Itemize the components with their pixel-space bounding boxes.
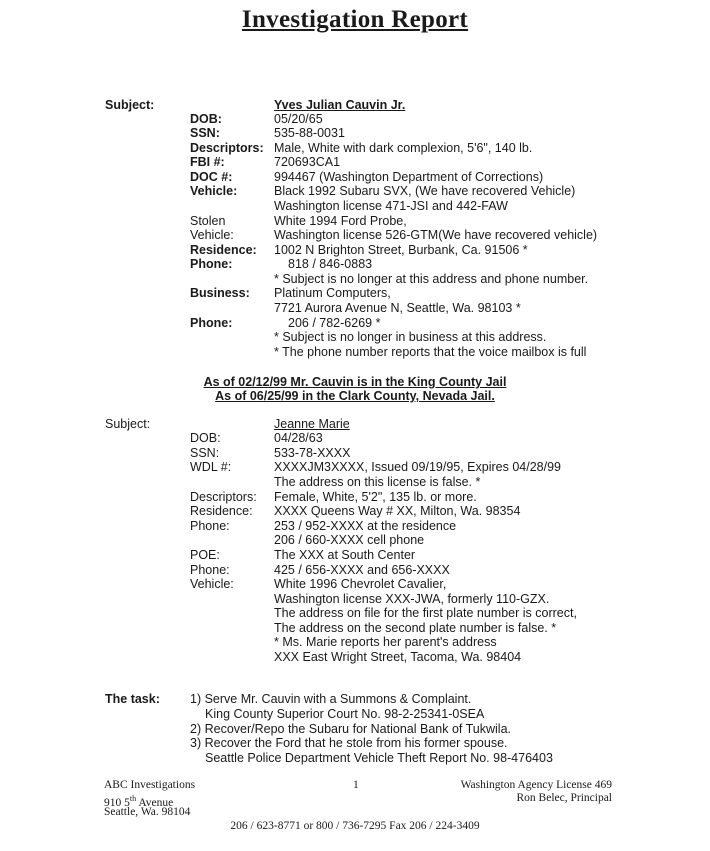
stolen-label: Stolen	[190, 214, 226, 228]
ssn-value: 535-88-0031	[274, 126, 345, 140]
footer-company: ABC Investigations	[104, 779, 196, 791]
business-label: Business:	[190, 286, 250, 300]
task-item-detail: Seattle Police Department Vehicle Theft Report No. 98-476403	[205, 751, 553, 765]
subject-1-row	[0, 141, 710, 156]
residence-value: 1002 N Brighton Street, Burbank, Ca. 91506 *	[274, 243, 528, 257]
task-item-detail: King County Superior Court No. 98-2-25341-0SEA	[205, 707, 485, 721]
subject-2-row	[0, 533, 710, 548]
stolen-value: White 1994 Ford Probe,	[274, 214, 407, 228]
subject-2-name: Jeanne Marie	[274, 417, 350, 431]
phone-value: 818 / 846-0883	[288, 257, 373, 271]
subject-2-row	[0, 417, 710, 432]
business-value: Platinum Computers,	[274, 286, 391, 300]
footer-city: Seattle, Wa. 98104	[104, 806, 191, 818]
doc-value: 994467 (Washington Department of Corrections)	[274, 170, 544, 184]
fbi-value: 720693CA1	[274, 155, 341, 169]
subject-1-row	[0, 112, 710, 127]
subject-1-row	[0, 126, 710, 141]
subject-1-row	[0, 345, 710, 360]
subject-2-row	[0, 431, 710, 446]
vehicle-value-cont: The address on file for the first plate number is correct,	[274, 606, 577, 620]
subject-1-row	[0, 316, 710, 331]
vehicle-value-cont: * Ms. Marie reports her parent's address	[274, 635, 497, 649]
phone-value-cont: 206 / 660-XXXX cell phone	[274, 533, 425, 547]
subject-1-name: Yves Julian Cauvin Jr.	[274, 98, 406, 112]
subject-1-row	[0, 98, 710, 113]
doc-label: DOC #:	[190, 170, 233, 184]
subject-2-row	[0, 563, 710, 578]
subject-1-row	[0, 330, 710, 345]
subject-1-row	[0, 243, 710, 258]
descriptors-label: Descriptors:	[190, 141, 264, 155]
wdl-value-cont: The address on this license is false. *	[274, 475, 481, 489]
descriptors-value: Female, White, 5'2", 135 lb. or more.	[274, 490, 477, 504]
task-item: 2) Recover/Repo the Subaru for National Bank of Tukwila.	[190, 722, 512, 736]
ssn-value: 533-78-XXXX	[274, 446, 351, 460]
subject-2-row	[0, 548, 710, 563]
subject-1-row	[0, 228, 710, 243]
subject-2-row	[0, 475, 710, 490]
custody-note: As of 02/12/99 Mr. Cauvin is in the King County Jail	[203, 375, 507, 389]
subject-1-row	[0, 170, 710, 185]
subject-1-row	[0, 272, 710, 287]
phone-label: Phone:	[190, 519, 230, 533]
subject-2-row	[0, 650, 710, 665]
residence-label: Residence:	[190, 243, 257, 257]
residence-value: XXXX Queens Way # XX, Milton, Wa. 98354	[274, 504, 521, 518]
wdl-value: XXXXJM3XXXX, Issued 09/19/95, Expires 04/28/99	[274, 460, 561, 474]
task-item: 1) Serve Mr. Cauvin with a Summons & Complaint.	[190, 692, 472, 706]
subject-2-row	[0, 460, 710, 475]
subject-2-row	[0, 577, 710, 592]
phone-note: * Subject is no longer at this address and phone number.	[274, 272, 589, 286]
subject-2-row	[0, 606, 710, 621]
subject-2-section-label: Subject:	[105, 417, 151, 431]
phone2-label: Phone:	[190, 563, 230, 577]
phone-label: Phone:	[190, 257, 233, 271]
poe-label: POE:	[190, 548, 220, 562]
phone-value: 253 / 952-XXXX at the residence	[274, 519, 457, 533]
vehicle-value-cont: The address on the second plate number is false. *	[274, 621, 557, 635]
subject-2-row	[0, 446, 710, 461]
subject-1-row	[0, 199, 710, 214]
task-label: The task:	[105, 692, 160, 706]
business-phone-value: 206 / 782-6269 *	[288, 316, 381, 330]
descriptors-label: Descriptors:	[190, 490, 257, 504]
vehicle-value: White 1996 Chevrolet Cavalier,	[274, 577, 447, 591]
vehicle-value-cont: XXX East Wright Street, Tacoma, Wa. 98404	[274, 650, 522, 664]
footer-street-suffix: th	[129, 794, 137, 803]
vehicle-label: Vehicle:	[190, 184, 238, 198]
ssn-label: SSN:	[190, 126, 220, 140]
subject-1-row	[0, 155, 710, 170]
task-item: 3) Recover the Ford that he stole from his former spouse.	[190, 736, 508, 750]
subject-2-row	[0, 504, 710, 519]
vehicle-value: Black 1992 Subaru SVX, (We have recovered Vehicle)	[274, 184, 576, 198]
dob-value: 05/20/65	[274, 112, 323, 126]
footer-principal: Ron Belec, Principal	[516, 792, 612, 804]
subject-1-row	[0, 184, 710, 199]
dob-label: DOB:	[190, 112, 222, 126]
business-note: * The phone number reports that the voice mailbox is full	[274, 345, 587, 359]
footer-license: Washington Agency License 469	[460, 779, 612, 791]
vehicle-value-cont: Washington license XXX-JWA, formerly 110-GZX.	[274, 592, 550, 606]
subject-1-section-label: Subject:	[105, 98, 155, 112]
vehicle-label: Vehicle:	[190, 577, 234, 591]
subject-1-row	[0, 286, 710, 301]
wdl-label: WDL #:	[190, 460, 232, 474]
dob-value: 04/28/63	[274, 431, 323, 445]
subject-2-row	[0, 519, 710, 534]
subject-2-row	[0, 635, 710, 650]
stolen-vehicle-label: Vehicle:	[190, 228, 234, 242]
stolen-value-cont: Washington license 526-GTM(We have recovered vehicle)	[274, 228, 598, 242]
subject-2-row	[0, 490, 710, 505]
business-note: * Subject is no longer in business at this address.	[274, 330, 547, 344]
residence-label: Residence:	[190, 504, 253, 518]
subject-2-row	[0, 592, 710, 607]
subject-2-row	[0, 621, 710, 636]
footer-contact: 206 / 623-8771 or 800 / 736-7295 Fax 206 / 224-3409	[230, 820, 480, 832]
report-title: Investigation Report	[241, 6, 469, 33]
fbi-label: FBI #:	[190, 155, 225, 169]
footer-street-name: Avenue	[136, 796, 174, 809]
dob-label: DOB:	[190, 431, 221, 445]
footer-street-number: 910 5	[104, 796, 130, 809]
subject-1-row	[0, 257, 710, 272]
business-value-cont: 7721 Aurora Avenue N, Seattle, Wa. 98103 *	[274, 301, 521, 315]
phone2-value: 425 / 656-XXXX and 656-XXXX	[274, 563, 450, 577]
ssn-label: SSN:	[190, 446, 220, 460]
page-number: 1	[353, 779, 359, 791]
poe-value: The XXX at South Center	[274, 548, 416, 562]
vehicle-value-cont: Washington license 471-JSI and 442-FAW	[274, 199, 508, 213]
subject-1-row	[0, 214, 710, 229]
descriptors-value: Male, White with dark complexion, 5'6", 140 lb.	[274, 141, 533, 155]
subject-1-row	[0, 301, 710, 316]
business-phone-label: Phone:	[190, 316, 233, 330]
custody-note: As of 06/25/99 in the Clark County, Nevada Jail.	[215, 389, 495, 403]
